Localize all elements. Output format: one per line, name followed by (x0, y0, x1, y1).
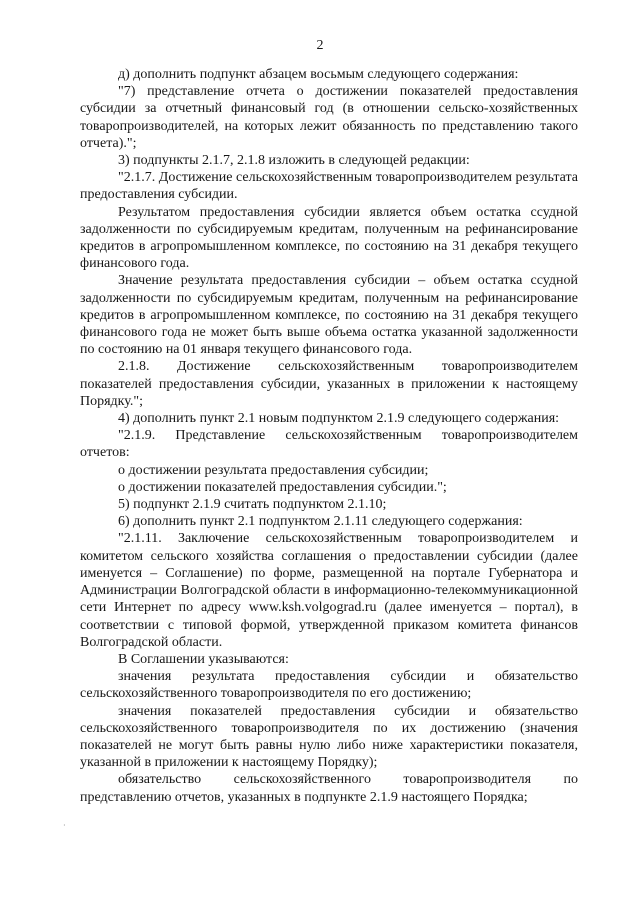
paragraph-report-indicators: о достижении показателей предоставления субсидии."; (118, 479, 447, 495)
paragraph-reporting-obligation: обязательство сельскохозяйственного товаропроизводителя по представлению отчетов, указанных в подпункте 2.1.9 настоящего Порядка; (80, 772, 578, 805)
page-number: 2 (316, 38, 324, 53)
paragraph-amendment-6: 6) дополнить пункт 2.1 подпунктом 2.1.11 следующего содержания: (118, 514, 523, 530)
paragraph-2-1-11: "2.1.11. Заключение сельскохозяйственным товаропроизводителем и комитетом сельского хозяйства соглашения о предоставлении субсидии (далее именуется – Соглашение) по форме, размещенной на портале Губернатора и Администрации Волгоградской области в информационно-телекоммуникационной сети Интернет по адресу www.ksh.volgograd.ru (далее именуется – портал), в соответствии с типовой формой, утвержденной приказом комитета финансов Волгоградской области. (80, 531, 578, 650)
paragraph-subsidy-result: Результатом предоставления субсидии является объем остатка ссудной задолженности по субсидируемым кредитам, полученным на рефинансирование кредитов в агропромышленном комплексе, по состоянию на 31 декабря текущего финансового года. (80, 204, 578, 272)
paragraph-2-1-8: 2.1.8. Достижение сельскохозяйственным товаропроизводителем показателей предоставления субсидии, указанных в приложении к настоящему Порядку."; (80, 359, 578, 409)
paragraph-indicator-obligation: значения показателей предоставления субсидии и обязательство сельскохозяйственного товаропроизводителя по их достижению (значения показателей не могут быть равны нулю либо ниже характеристики показателя, указанной в приложении к настоящему Порядку); (80, 703, 578, 771)
scan-margin-mark: · (63, 821, 66, 830)
paragraph-2-1-7: "2.1.7. Достижение сельскохозяйственным товаропроизводителем результата предоставления субсидии. (80, 170, 578, 203)
paragraph-result-value: Значение результата предоставления субсидии – объем остатка ссудной задолженности по субсидируемым кредитам, полученным на рефинансирование кредитов в агропромышленном комплексе, по состоянию на 31 декабря текущего финансового года не может быть выше объема остатка указанной задолженности по состоянию на 01 января текущего финансового года. (80, 273, 578, 358)
paragraph-report-result: о достижении результата предоставления субсидии; (118, 462, 429, 478)
paragraph-amendment-5: 5) подпункт 2.1.9 считать подпунктом 2.1.10; (118, 497, 387, 513)
paragraph-result-obligation: значения результата предоставления субсидии и обязательство сельскохозяйственного товаропроизводителя по его достижению; (80, 669, 578, 702)
paragraph-amendment-d: д) дополнить подпункт абзацем восьмым следующего содержания: (118, 67, 519, 82)
document-body (80, 66, 578, 806)
paragraph-agreement-contents: В Соглашении указываются: (118, 651, 289, 667)
paragraph-amendment-4: 4) дополнить пункт 2.1 новым подпунктом 2.1.9 следующего содержания: (118, 411, 560, 427)
paragraph-2-1-9: "2.1.9. Представление сельскохозяйственным товаропроизводителем отчетов: (80, 428, 578, 461)
paragraph-item-7-report: "7) представление отчета о достижении показателей предоставления субсидии за отчетный финансовый год (в отношении сельско-хозяйственных товаропроизводителей, на которых лежит обязанность по представлению такого отчета)."; (80, 84, 578, 151)
paragraph-amendment-3: 3) подпункты 2.1.7, 2.1.8 изложить в следующей редакции: (118, 153, 470, 169)
